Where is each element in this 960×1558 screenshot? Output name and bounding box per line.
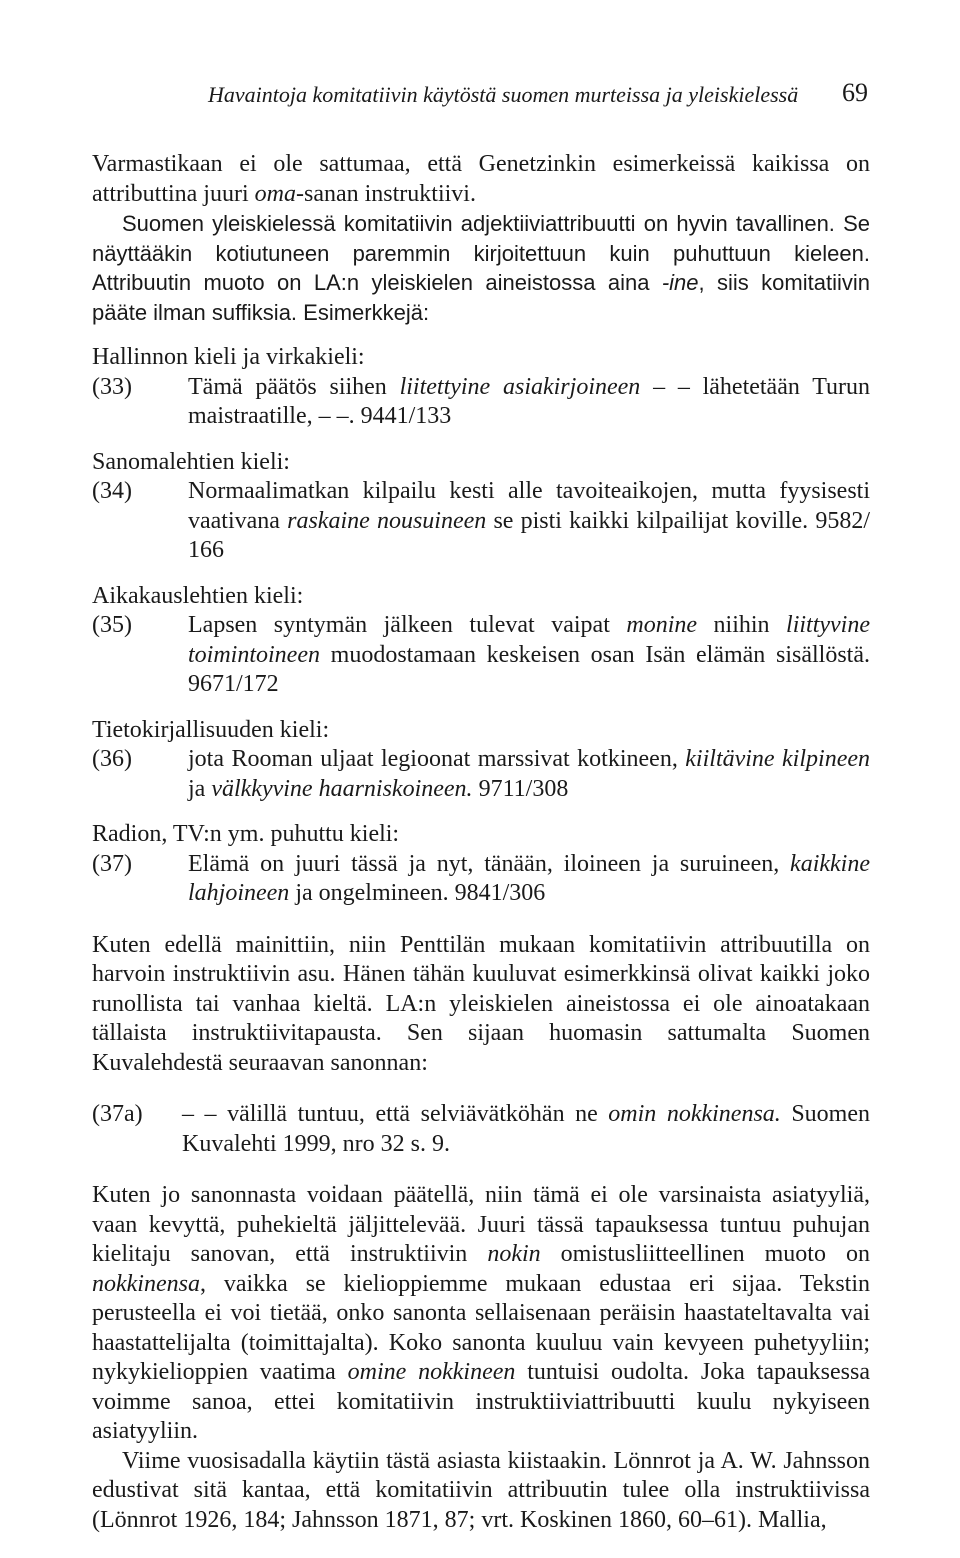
example-text: jota Rooman uljaat legioonat marssivat kotkineen, kiiltävine kilpineen ja välkkyvine haarniskoineen. 9711/308 [188,746,870,802]
section-label: Tietokirjallisuuden kieli: [92,716,330,743]
paragraph: Viime vuosisadalla käytiin tästä asiasta kiistaakin. Lönnrot ja A. W. Jahnsson edustivat sitä kantaa, että komitatiivin attribuutin tulee olla instruktiivissa (Lönnrot 1926, 184; Jahnsson 1871, 87; vrt. Koskinen 1860, 60–61). Mallia, [92,1447,870,1533]
section-label: Hallinnon kieli ja virkakieli: [92,344,365,370]
paragraph: Kuten jo sanonnasta voidaan päätellä, niin tämä ei ole varsinaista asiatyyliä, vaan kevyttä, puhekieltä jäljittelevää. Juuri tässä tapauksessa tuntuu puhujan kielitaju sanovan, että instruktiivin nokin omistusliitteellinen muoto on nokkinensa, vaikka se kielioppiemme mukaan edustaa eri sijaa. Tekstin perusteella ei voi tietää, onko sanonta sellaisenaan peräisin haastateltavalta vai haastattelijalta (toimittajalta). Koko sanonta kuuluu vain kevyeen puhetyyliin; nykykielioppien vaatima omine nokkineen tuntuisi oudolta. Joka tapauksessa voimme sanoa, ettei komitatiivin instruktiiviattribuutti kuulu nykyiseen asiatyyliin. [92,1182,870,1444]
example-34 [92,477,870,566]
example-number: (36) [92,746,132,772]
paragraph: Varmastikaan ei ole sattumaa, että Genetzinkin esimerkeissä kaikissa on attributtina juuri oma-sanan instruktiivi. [92,151,870,207]
example-number: (37a) [92,1101,143,1127]
body-text [92,150,870,1535]
example-35 [92,611,870,700]
example-36 [92,745,870,804]
example-text: Normaalimatkan kilpailu kesti alle tavoiteaikojen, mutta fyysisesti vaativana raskaine nousuineen se pisti kaikki kilpailijat koville. 9582/ 166 [188,478,870,563]
example-number: (35) [92,612,132,638]
example-33 [92,373,870,432]
example-37a [92,1100,870,1159]
page-number: 69 [842,78,868,107]
paragraph: Kuten edellä mainittiin, niin Penttilän mukaan komitatiivin attribuutilla on harvoin instruktiivin asu. Hänen tähän kuuluvat esimerkkinsä olivat kaikki joko runollista tai vanhaa kieltä. LA:n yleiskielen aineistossa ei ole ainoatakaan tällaista instruktiivitapausta. Sen sijaan huomasin sattumalta Suomen Kuvalehdestä seuraavan sanonnan: [92,931,870,1076]
paragraph: Suomen yleiskielessä komitatiivin adjektiiviattribuutti on hyvin tavallinen. Se näyttääkin kotiutuneen paremmin kirjoitettuun kuin puhuttuun kieleen. Attribuutin muoto on LA:n yleiskielen aineistossa aina -ine, siis komitatiivin pääte ilman suffiksia. Esimerkkejä: [92,211,870,325]
example-number: (34) [92,478,132,504]
section-label: Radion, TV:n ym. puhuttu kieli: [92,821,400,847]
section-label: Sanomalehtien kieli: [92,448,290,475]
example-number: (37) [92,850,132,877]
example-text: – – välillä tuntuu, että selviävätköhän ne omin nokkinensa. Suomen Kuvalehti 1999, nro 32 s. 9. [182,1101,870,1157]
example-text: Elämä on juuri tässä ja nyt, tänään, iloineen ja suruineen, kaikkine lahjoineen ja ongelmineen. 9841/306 [188,850,870,906]
section-label: Aikakauslehtien kieli: [92,582,304,609]
running-head: Havaintoja komitatiivin käytöstä suomen murteissa ja yleiskielessä [208,82,799,107]
example-number: (33) [92,373,132,400]
example-text: Tämä päätös siihen liitettyine asiakirjoineen – – lähetetään Turun maistraatille, – –. 9441/133 [188,373,870,429]
example-37 [92,850,870,909]
example-text: Lapsen syntymän jälkeen tulevat vaipat monine niihin liittyvine toimintoineen muodostamaan keskeisen osan Isän elämän sisällöstä. 9671/172 [188,612,870,697]
